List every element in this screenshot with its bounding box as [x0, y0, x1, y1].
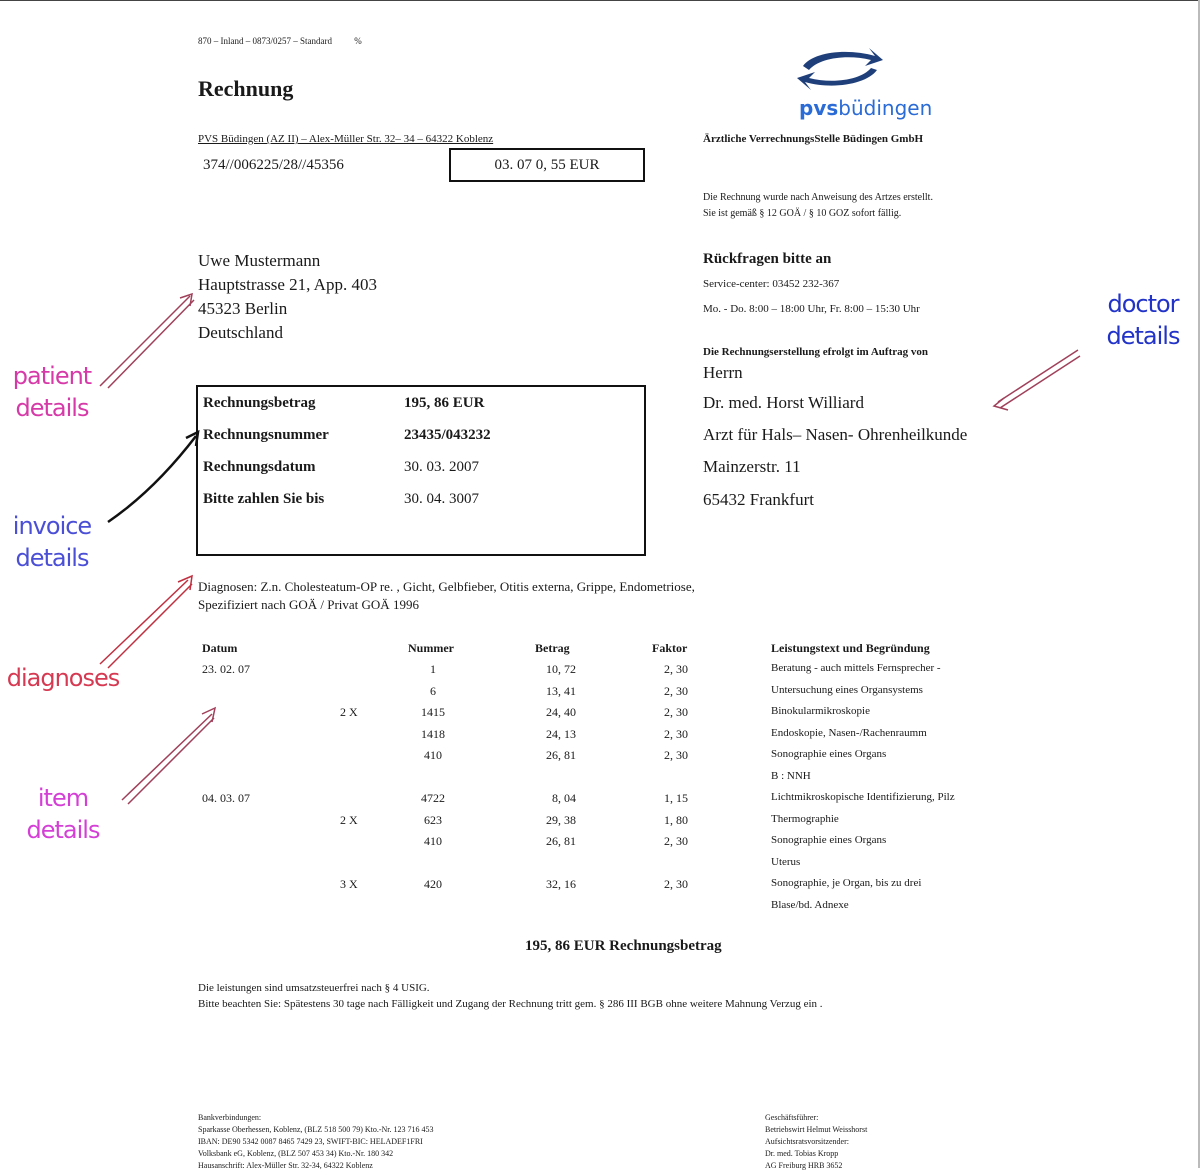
footnote-payment: Bitte beachten Sie: Spätestens 30 tage nach Fälligkeit und Zugang der Rechnung tritt gem. § 286 III BGB ohne weitere Mahnung Verzug ein . — [198, 998, 823, 1010]
document-title: Rechnung — [198, 76, 294, 101]
item-text: Uterus — [771, 855, 801, 868]
item-date: 04. 03. 07 — [202, 791, 250, 805]
column-header-text: Leistungstext und Begründung — [771, 641, 930, 655]
invoice-due-date: 30. 04. 3007 — [404, 491, 479, 507]
bank-line: Sparkasse Oberhessen, Koblenz, (BLZ 518 500 79) Kto.-Nr. 123 716 453 — [198, 1125, 434, 1134]
contact-heading: Rückfragen bitte an — [703, 251, 832, 267]
diagnoses-line: Diagnosen: Z.n. Cholesteatum-OP re. , Gicht, Gelbfieber, Otitis externa, Grippe, Endometriose, — [198, 579, 695, 594]
patient-street: Hauptstrasse 21, App. 403 — [198, 275, 377, 294]
item-text: Sonographie eines Organs — [771, 748, 887, 760]
management-line: Betriebswirt Helmut Weisshorst — [765, 1125, 868, 1134]
doctor-city: 65432 Frankfurt — [703, 490, 814, 509]
item-text: B : NNH — [771, 769, 811, 782]
invoice-arrow — [108, 432, 198, 522]
item-factor: 2, 30 — [664, 726, 688, 741]
item-number: 410 — [424, 834, 442, 848]
doctor-specialty: Arzt für Hals– Nasen- Ohrenheilkunde — [703, 425, 968, 444]
item-amount: 26, 81 — [546, 834, 576, 848]
diagnoses-arrow — [100, 576, 192, 668]
franking-code-text: 870 – Inland – 0873/0257 – Standard — [198, 36, 332, 46]
item-factor: 1, 80 — [664, 812, 688, 827]
item-factor: 1, 15 — [664, 791, 688, 805]
annotation-doctor-line1: doctor — [1107, 290, 1179, 318]
management-line: AG Freiburg HRB 3652 — [765, 1161, 843, 1170]
annotation-invoice-line1: invoice — [12, 512, 92, 540]
invoice-date: 30. 03. 2007 — [404, 459, 479, 475]
invoice-amount-label: Rechnungsbetrag — [203, 395, 316, 411]
annotation-invoice-line2: details — [15, 544, 89, 572]
item-factor: 2, 30 — [664, 748, 688, 762]
annotation-patient — [0, 360, 104, 424]
item-text: Blase/bd. Adnexe — [771, 898, 849, 911]
item-amount: 13, 41 — [546, 683, 576, 698]
total-line: 195, 86 EUR Rechnungsbetrag — [525, 938, 722, 954]
item-factor: 2, 30 — [664, 683, 688, 698]
logo-brand-pvs: pvs — [799, 96, 839, 120]
notice-line: Die Rechnung wurde nach Anweisung des Artzes erstellt. — [703, 192, 933, 203]
bank-line: Bankverbindungen: — [198, 1113, 262, 1122]
item-amount: 8, 04 — [552, 791, 576, 805]
item-quantity: 2 X — [340, 812, 358, 827]
annotation-diagnoses-line1: diagnoses — [6, 664, 120, 692]
column-header-number: Nummer — [408, 641, 454, 655]
doctor-intro: Die Rechnungserstellung efrolgt im Auftrag von — [703, 346, 928, 358]
item-quantity: 2 X — [340, 705, 358, 719]
item-text: Sonographie eines Organs — [771, 834, 887, 846]
patient-country: Deutschland — [198, 323, 283, 342]
patient-name: Uwe Mustermann — [198, 251, 321, 270]
postage-stamp: 03. 07 0, 55 EUR — [449, 148, 645, 182]
bank-line: Hausanschrift: Alex-Müller Str. 32-34, 64322 Koblenz — [198, 1161, 373, 1170]
invoice-number-label: Rechnungsnummer — [203, 427, 329, 443]
logo-brand-name: büdingen — [838, 96, 933, 120]
item-text: Beratung - auch mittels Fernsprecher - — [771, 662, 941, 674]
invoice-number: 23435/043232 — [404, 427, 491, 443]
reference-number: 374//006225/28//45356 — [203, 157, 344, 173]
bank-line: IBAN: DE90 5342 0087 8465 7429 23, SWIFT-BIC: HELADEF1FRI — [198, 1137, 423, 1146]
annotation-patient-line1: patient — [12, 362, 92, 390]
item-factor: 2, 30 — [664, 877, 688, 891]
item-number: 1 — [430, 662, 436, 676]
doctor-arrow — [994, 350, 1080, 410]
item-amount: 26, 81 — [546, 748, 576, 762]
item-factor: 2, 30 — [664, 705, 688, 719]
doctor-name: Dr. med. Horst Williard — [703, 393, 864, 412]
invoice-date-label: Rechnungsdatum — [203, 459, 316, 475]
annotation-item — [10, 782, 116, 846]
annotation-doctor — [1090, 288, 1196, 352]
annotation-patient-line2: details — [15, 394, 89, 422]
annotation-diagnoses — [0, 662, 126, 694]
company-name: Ärztliche VerrechnungsStelle Büdingen GmbH — [703, 133, 924, 145]
item-amount: 24, 40 — [546, 705, 576, 719]
item-arrow — [122, 708, 215, 804]
item-factor: 2, 30 — [664, 834, 688, 848]
item-number: 1415 — [421, 705, 445, 719]
item-quantity: 3 X — [340, 877, 358, 891]
franking-code-mark: % — [354, 36, 362, 46]
doctor-salutation: Herrn — [703, 363, 743, 382]
item-number: 4722 — [421, 791, 445, 805]
footnote-tax: Die leistungen sind umsatzsteuerfrei nach § 4 USIG. — [198, 982, 430, 994]
item-text: Binokularmikroskopie — [771, 705, 870, 717]
item-number: 1418 — [421, 726, 445, 741]
item-amount: 32, 16 — [546, 877, 576, 891]
contact-hours: Mo. - Do. 8:00 – 18:00 Uhr, Fr. 8:00 – 15:30 Uhr — [703, 303, 920, 315]
item-text: Thermographie — [771, 812, 839, 825]
item-text: Endoskopie, Nasen-/Rachenraumm — [771, 726, 927, 739]
item-amount: 29, 38 — [546, 812, 576, 827]
contact-phone: Service-center: 03452 232-367 — [703, 278, 840, 290]
item-text: Lichtmikroskopische Identifizierung, Pilz — [771, 791, 955, 803]
item-amount: 24, 13 — [546, 726, 576, 741]
item-number: 420 — [424, 877, 442, 891]
item-factor: 2, 30 — [664, 662, 688, 676]
annotation-item-line1: item — [37, 784, 89, 812]
column-header-factor: Faktor — [652, 641, 688, 655]
item-number: 623 — [424, 812, 442, 827]
item-text: Sonographie, je Organ, bis zu drei — [771, 877, 922, 889]
invoice-amount: 195, 86 EUR — [404, 395, 485, 411]
invoice-due-label: Bitte zahlen Sie bis — [203, 491, 325, 507]
column-header-date: Datum — [202, 641, 238, 655]
diagnoses-spec-line: Spezifiziert nach GOÄ / Privat GOÄ 1996 — [198, 597, 419, 612]
patient-city: 45323 Berlin — [198, 299, 288, 318]
sender-line: PVS Büdingen (AZ II) – Alex-Müller Str. 32– 34 – 64322 Koblenz — [198, 133, 494, 145]
item-text: Untersuchung eines Organsystems — [771, 683, 923, 696]
annotation-doctor-line2: details — [1106, 322, 1180, 350]
item-date: 23. 02. 07 — [202, 662, 250, 676]
management-line: Geschäftsführer: — [765, 1113, 819, 1122]
annotation-invoice — [0, 510, 104, 574]
item-amount: 10, 72 — [546, 662, 576, 676]
column-header-amount: Betrag — [535, 641, 570, 655]
bank-line: Volksbank eG, Koblenz, (BLZ 507 453 34) Kto.-Nr. 180 342 — [198, 1149, 394, 1158]
doctor-street: Mainzerstr. 11 — [703, 457, 801, 476]
management-line: Dr. med. Tobias Kropp — [765, 1149, 839, 1158]
item-number: 410 — [424, 748, 442, 762]
item-number: 6 — [430, 683, 436, 698]
annotation-item-line2: details — [26, 816, 100, 844]
notice-line: Sie ist gemäß § 12 GOÄ / § 10 GOZ sofort fällig. — [703, 208, 902, 219]
management-line: Aufsichtsratsvorsitzender: — [765, 1137, 849, 1146]
patient-arrow — [100, 294, 194, 388]
